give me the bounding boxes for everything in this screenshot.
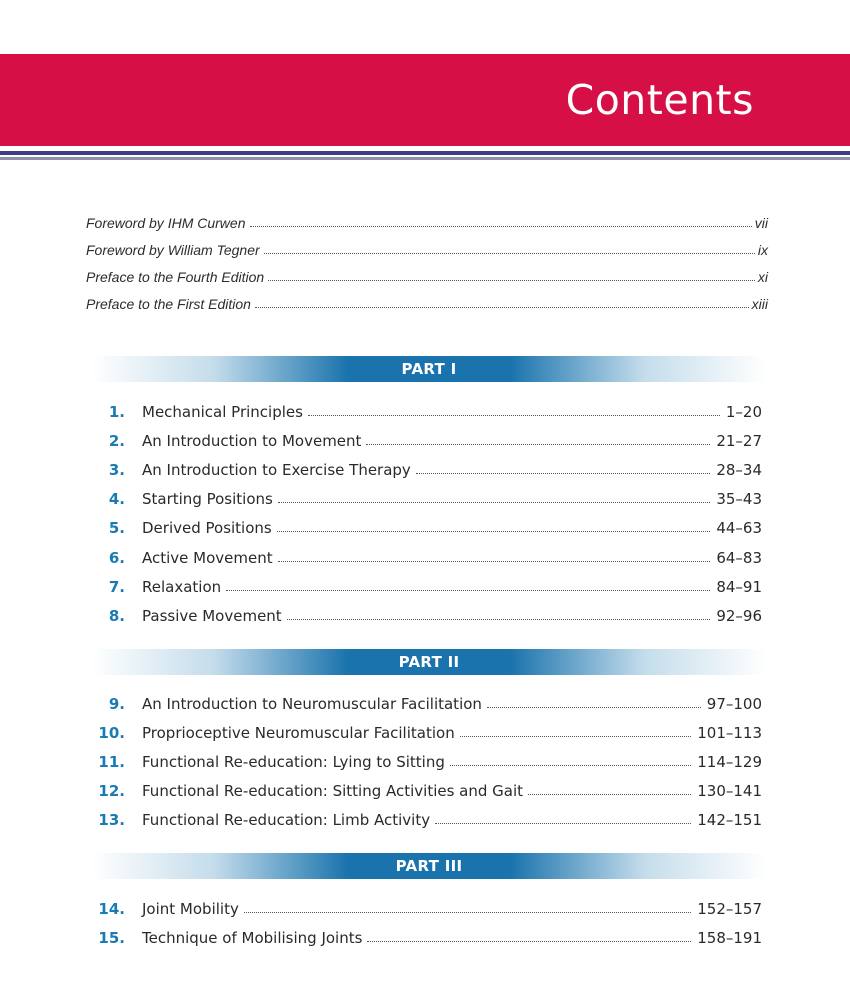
page-title: Contents <box>565 76 754 124</box>
chapter-entry[interactable] <box>90 457 762 479</box>
dot-leader <box>367 941 691 942</box>
chapter-entry[interactable] <box>90 603 762 625</box>
front-matter-page: xiii <box>751 296 768 312</box>
header-rule-navy <box>0 151 850 155</box>
part-heading <box>92 356 766 382</box>
dot-leader <box>487 707 701 708</box>
chapter-pages: 1–20 <box>725 403 762 421</box>
dot-leader <box>255 307 749 308</box>
part-heading <box>92 853 766 879</box>
front-matter-page: ix <box>757 242 768 258</box>
dot-leader <box>250 226 752 227</box>
chapter-pages: 64–83 <box>716 549 762 567</box>
chapter-pages: 35–43 <box>716 490 762 508</box>
chapter-entry[interactable] <box>90 486 762 508</box>
dot-leader <box>308 415 720 416</box>
chapter-number: 2. <box>108 432 125 450</box>
chapter-title: Mechanical Principles <box>142 403 303 421</box>
chapter-title: Joint Mobility <box>142 900 239 918</box>
chapter-entry[interactable] <box>90 807 762 829</box>
chapter-entry[interactable] <box>90 545 762 567</box>
part-heading <box>92 649 766 675</box>
chapter-number: 12. <box>98 782 125 800</box>
dot-leader <box>287 619 711 620</box>
chapter-number: 13. <box>98 811 125 829</box>
front-matter-entry[interactable] <box>86 265 768 285</box>
chapter-number: 6. <box>108 549 125 567</box>
chapter-pages: 84–91 <box>716 578 762 596</box>
chapter-entry[interactable] <box>90 428 762 450</box>
chapter-title: Active Movement <box>142 549 273 567</box>
dot-leader <box>460 736 692 737</box>
chapter-title: Passive Movement <box>142 607 282 625</box>
front-matter-title: Foreword by William Tegner <box>86 242 260 258</box>
chapter-pages: 152–157 <box>697 900 762 918</box>
chapter-number: 15. <box>98 929 125 947</box>
chapter-number: 10. <box>98 724 125 742</box>
part-label: PART I <box>401 360 457 378</box>
chapter-pages: 44–63 <box>716 519 762 537</box>
dot-leader <box>268 280 755 281</box>
chapter-number: 1. <box>108 403 125 421</box>
part-label: PART III <box>395 857 463 875</box>
chapter-entry[interactable] <box>90 399 762 421</box>
chapter-number: 3. <box>108 461 125 479</box>
front-matter-entry[interactable] <box>86 211 768 231</box>
chapter-title: Technique of Mobilising Joints <box>142 929 363 947</box>
chapter-pages: 130–141 <box>697 782 762 800</box>
chapter-entry[interactable] <box>90 896 762 918</box>
chapter-pages: 28–34 <box>716 461 762 479</box>
chapter-title: An Introduction to Neuromuscular Facilitation <box>142 695 482 713</box>
dot-leader <box>226 590 710 591</box>
header-rule-gray <box>0 157 850 160</box>
dot-leader <box>278 502 710 503</box>
chapter-entry[interactable] <box>90 720 762 742</box>
front-matter-page: xi <box>757 269 768 285</box>
chapter-pages: 114–129 <box>697 753 762 771</box>
chapter-title: An Introduction to Exercise Therapy <box>142 461 411 479</box>
chapter-number: 11. <box>98 753 125 771</box>
dot-leader <box>277 531 711 532</box>
chapter-pages: 101–113 <box>697 724 762 742</box>
chapter-entry[interactable] <box>90 515 762 537</box>
chapter-entry[interactable] <box>90 778 762 800</box>
chapter-title: Functional Re-education: Limb Activity <box>142 811 431 829</box>
dot-leader <box>528 794 691 795</box>
chapter-number: 9. <box>108 695 125 713</box>
front-matter-title: Preface to the Fourth Edition <box>86 269 265 285</box>
chapter-entry[interactable] <box>90 749 762 771</box>
chapter-pages: 97–100 <box>706 695 762 713</box>
dot-leader <box>278 561 711 562</box>
dot-leader <box>244 912 691 913</box>
chapter-number: 8. <box>108 607 125 625</box>
dot-leader <box>435 823 691 824</box>
chapter-pages: 92–96 <box>716 607 762 625</box>
chapter-title: Relaxation <box>142 578 222 596</box>
chapter-number: 7. <box>108 578 125 596</box>
dot-leader <box>264 253 755 254</box>
chapter-title: Functional Re-education: Sitting Activities and Gait <box>142 782 524 800</box>
chapter-title: Proprioceptive Neuromuscular Facilitation <box>142 724 455 742</box>
front-matter-entry[interactable] <box>86 238 768 258</box>
chapter-title: Functional Re-education: Lying to Sitting <box>142 753 445 771</box>
chapter-number: 4. <box>108 490 125 508</box>
chapter-number: 14. <box>98 900 125 918</box>
chapter-title: An Introduction to Movement <box>142 432 362 450</box>
chapter-entry[interactable] <box>90 691 762 713</box>
chapter-title: Starting Positions <box>142 490 273 508</box>
chapter-pages: 158–191 <box>697 929 762 947</box>
dot-leader <box>450 765 691 766</box>
chapter-number: 5. <box>108 519 125 537</box>
dot-leader <box>366 444 710 445</box>
front-matter-title: Preface to the First Edition <box>86 296 251 312</box>
dot-leader <box>416 473 711 474</box>
chapter-pages: 21–27 <box>716 432 762 450</box>
front-matter-entry[interactable] <box>86 292 768 312</box>
chapter-title: Derived Positions <box>142 519 272 537</box>
front-matter-title: Foreword by IHM Curwen <box>86 215 246 231</box>
part-label: PART II <box>398 653 460 671</box>
chapter-entry[interactable] <box>90 574 762 596</box>
chapter-entry[interactable] <box>90 925 762 947</box>
chapter-pages: 142–151 <box>697 811 762 829</box>
front-matter-page: vii <box>754 215 768 231</box>
